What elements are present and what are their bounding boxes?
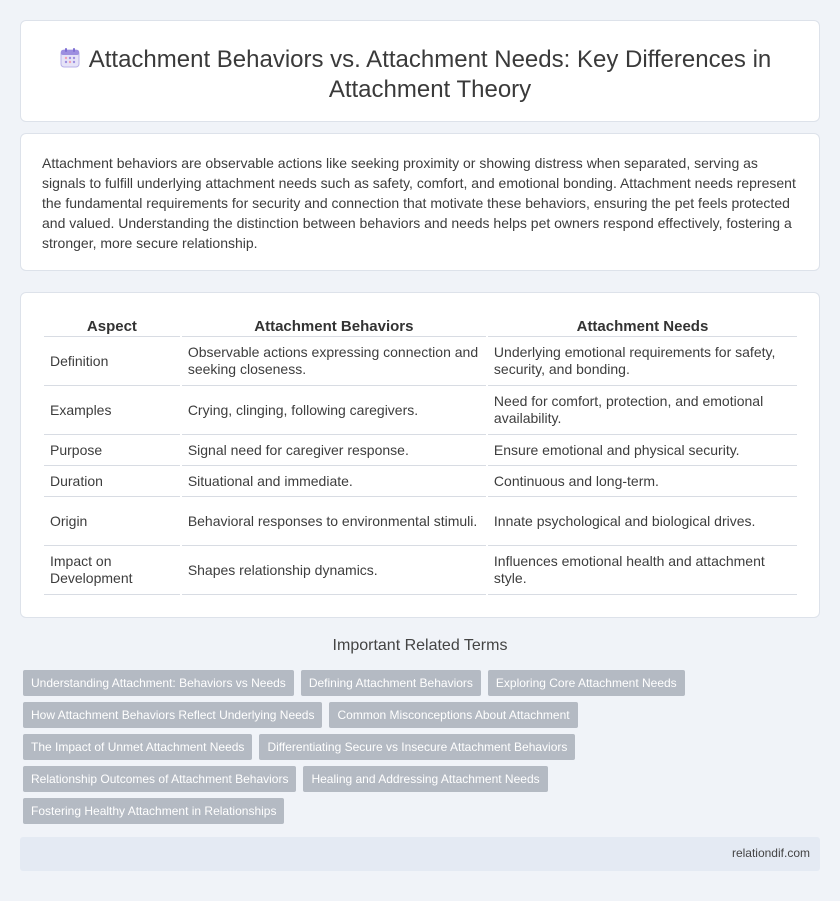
page-title-line2: Attachment Theory [328, 76, 532, 103]
table-header-row [44, 317, 797, 337]
related-term-tag[interactable]: Common Misconceptions About Attachment [329, 702, 577, 728]
footer [20, 837, 820, 871]
related-term-tag[interactable]: Differentiating Secure vs Insecure Attachment Behaviors [259, 734, 575, 760]
table-cell: Purpose [44, 435, 180, 466]
intro-card [20, 133, 820, 271]
table-cell: Innate psychological and biological drives. [488, 497, 797, 546]
related-term-tag[interactable]: How Attachment Behaviors Reflect Underlying Needs [23, 702, 322, 728]
table-cell: Need for comfort, protection, and emotional availability. [488, 386, 797, 435]
table-cell: Continuous and long-term. [488, 466, 797, 497]
related-term-tag[interactable]: Defining Attachment Behaviors [301, 670, 481, 696]
table-cell: Behavioral responses to environmental stimuli. [182, 497, 486, 546]
table-row [44, 386, 797, 435]
table-cell: Shapes relationship dynamics. [182, 546, 486, 595]
intro-paragraph: Attachment behaviors are observable actions like seeking proximity or showing distress when separated, serving as signals to fulfill underlying attachment needs such as safety, comfort, and emotional bonding. Attachment needs represent the fundamental requirements for security and connection that motivate these behaviors, ensuring the pet feels protected and valued. Understanding the distinction between behaviors and needs helps pet owners respond effectively, fostering a stronger, more secure relationship. [42, 155, 796, 251]
related-term-tag[interactable]: Exploring Core Attachment Needs [488, 670, 685, 696]
table-row [44, 337, 797, 386]
table-cell: Origin [44, 497, 180, 546]
column-header-behaviors: Attachment Behaviors [182, 317, 486, 337]
page-title-line1: Attachment Behaviors vs. Attachment Needs: Key Differences in [88, 46, 772, 73]
related-term-tag[interactable]: Understanding Attachment: Behaviors vs Needs [23, 670, 294, 696]
related-term-tag[interactable]: Fostering Healthy Attachment in Relationships [23, 798, 284, 824]
table-cell: Examples [44, 386, 180, 435]
related-term-tag[interactable]: Healing and Addressing Attachment Needs [303, 766, 547, 792]
column-header-aspect: Aspect [44, 317, 180, 337]
table-cell: Underlying emotional requirements for safety, security, and bonding. [488, 337, 797, 386]
table-cell: Ensure emotional and physical security. [488, 435, 797, 466]
header-card [20, 20, 820, 122]
related-term-tag[interactable]: The Impact of Unmet Attachment Needs [23, 734, 252, 760]
column-header-needs: Attachment Needs [488, 317, 797, 337]
table-row [44, 546, 797, 595]
comparison-card [20, 292, 820, 618]
table-row [44, 466, 797, 497]
table-cell: Impact on Development [44, 546, 180, 595]
table-row [44, 497, 797, 546]
page-title [61, 45, 799, 105]
related-terms-list [23, 670, 823, 830]
related-terms-title: Important Related Terms [332, 637, 508, 654]
table-row [44, 435, 797, 466]
comparison-table [42, 317, 799, 595]
footer-site-link[interactable]: relationdif.com [731, 846, 810, 860]
table-cell: Observable actions expressing connection and seeking closeness. [182, 337, 486, 386]
table-cell: Definition [44, 337, 180, 386]
table-cell: Influences emotional health and attachment style. [488, 546, 797, 595]
table-cell: Duration [44, 466, 180, 497]
table-cell: Situational and immediate. [182, 466, 486, 497]
table-cell: Signal need for caregiver response. [182, 435, 486, 466]
related-term-tag[interactable]: Relationship Outcomes of Attachment Behaviors [23, 766, 296, 792]
table-cell: Crying, clinging, following caregivers. [182, 386, 486, 435]
